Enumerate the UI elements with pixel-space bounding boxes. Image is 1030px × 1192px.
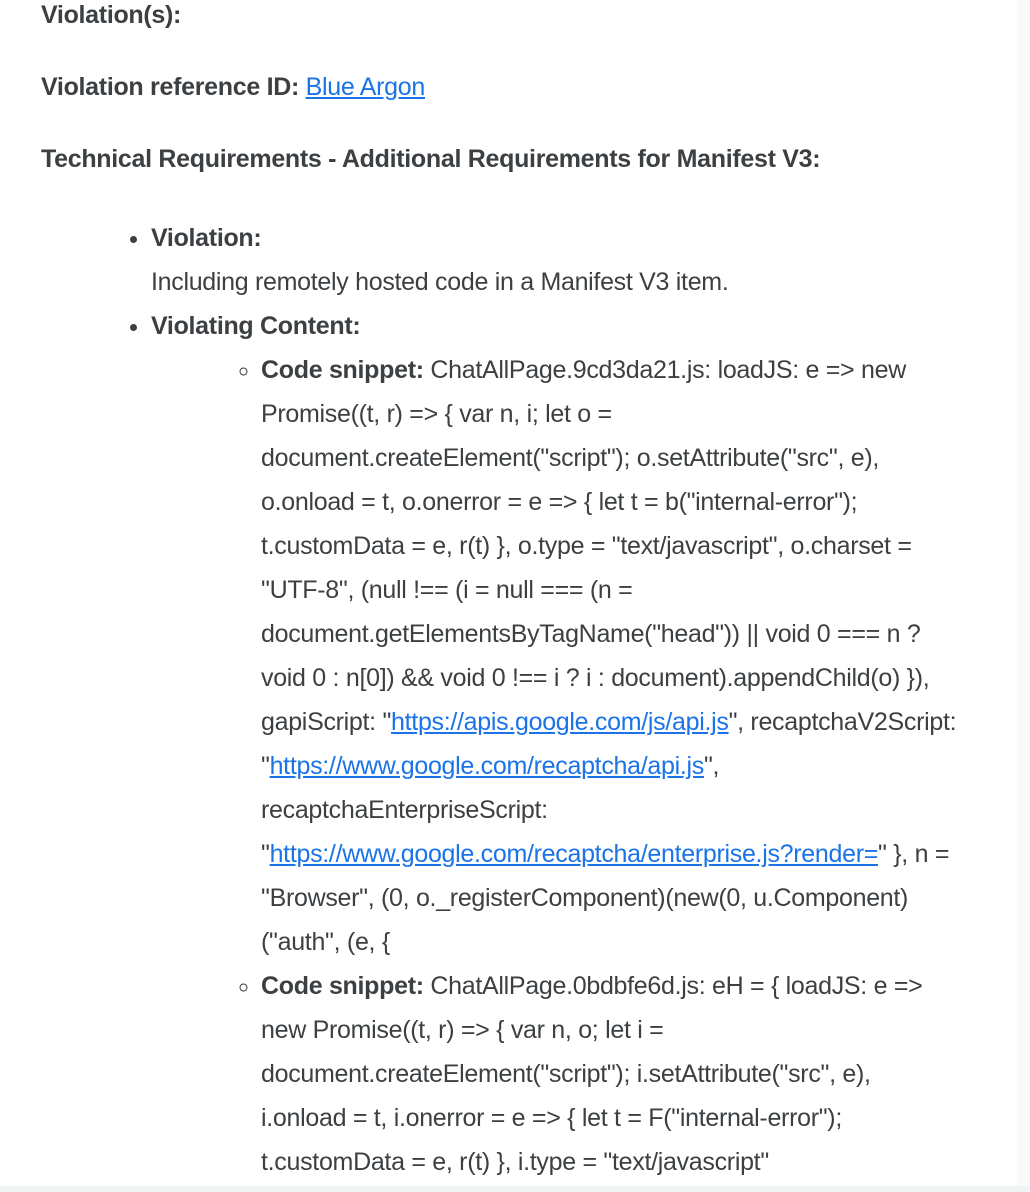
code-snippet-item <box>261 964 961 1184</box>
violation-label: Violation: <box>151 224 262 252</box>
violation-body: Including remotely hosted code in a Manifest V3 item. <box>151 268 729 296</box>
violation-list <box>41 216 961 1184</box>
violations-heading-text: Violation(s): <box>41 1 182 29</box>
reference-line <box>41 72 961 102</box>
email-body <box>41 0 961 1184</box>
violating-content-item <box>151 304 961 1184</box>
reference-label: Violation reference ID: <box>41 73 299 101</box>
tech-requirements-heading <box>41 144 961 174</box>
violation-item <box>151 216 961 304</box>
code-url-link[interactable]: https://www.google.com/recaptcha/api.js <box>269 752 704 780</box>
code-snippet-text: ChatAllPage.9cd3da21.js: loadJS: e => new Promise((t, r) => { var n, i; let o = document.createElement("script"); o.setAttribute("src", e), o.onload = t, o.onerror = e => { let t = b("internal-error"); t.customData = e, r(t) }, o.type = "text/javascript", o.charset = "UTF-8", (null !== (i = null === (n = document.getElementsByTagName("head")) || void 0 === n ? void 0 : n[0]) && void 0 !== i ? i : document).appendChild(o) }), gapiScript: " <box>261 356 930 736</box>
bottom-divider <box>0 1186 1030 1192</box>
code-snippet-text: ChatAllPage.0bdbfe6d.js: eH = { loadJS: e => new Promise((t, r) => { var n, o; let i = document.createElement("script"); i.setAttribute("src", e), i.onload = t, i.onerror = e => { let t = F("internal-error"); t.customData = e, r(t) }, i.type = "text/javascript" <box>261 972 923 1176</box>
content-right-gutter <box>1017 0 1030 1192</box>
code-snippet-text: " }, n = "Browser", (0, o._registerComponent)(new(0, u.Component)("auth", (e, { <box>261 840 950 956</box>
code-snippet-label: Code snippet: <box>261 356 431 384</box>
code-url-link[interactable]: https://apis.google.com/js/api.js <box>391 708 729 736</box>
code-snippet-list <box>151 348 961 1184</box>
code-url-link[interactable]: https://www.google.com/recaptcha/enterprise.js?render= <box>269 840 879 868</box>
code-snippet-label: Code snippet: <box>261 972 431 1000</box>
code-snippet-item <box>261 348 961 964</box>
tech-requirements-heading-text: Technical Requirements - Additional Requirements for Manifest V3: <box>41 145 821 173</box>
code-snippet-text: ", recaptchaV2Script: " <box>261 708 957 780</box>
reference-link[interactable]: Blue Argon <box>305 73 425 101</box>
violating-content-label: Violating Content: <box>151 312 361 340</box>
code-snippet-text: ", recaptchaEnterpriseScript: " <box>261 752 720 868</box>
violations-heading <box>41 0 961 30</box>
